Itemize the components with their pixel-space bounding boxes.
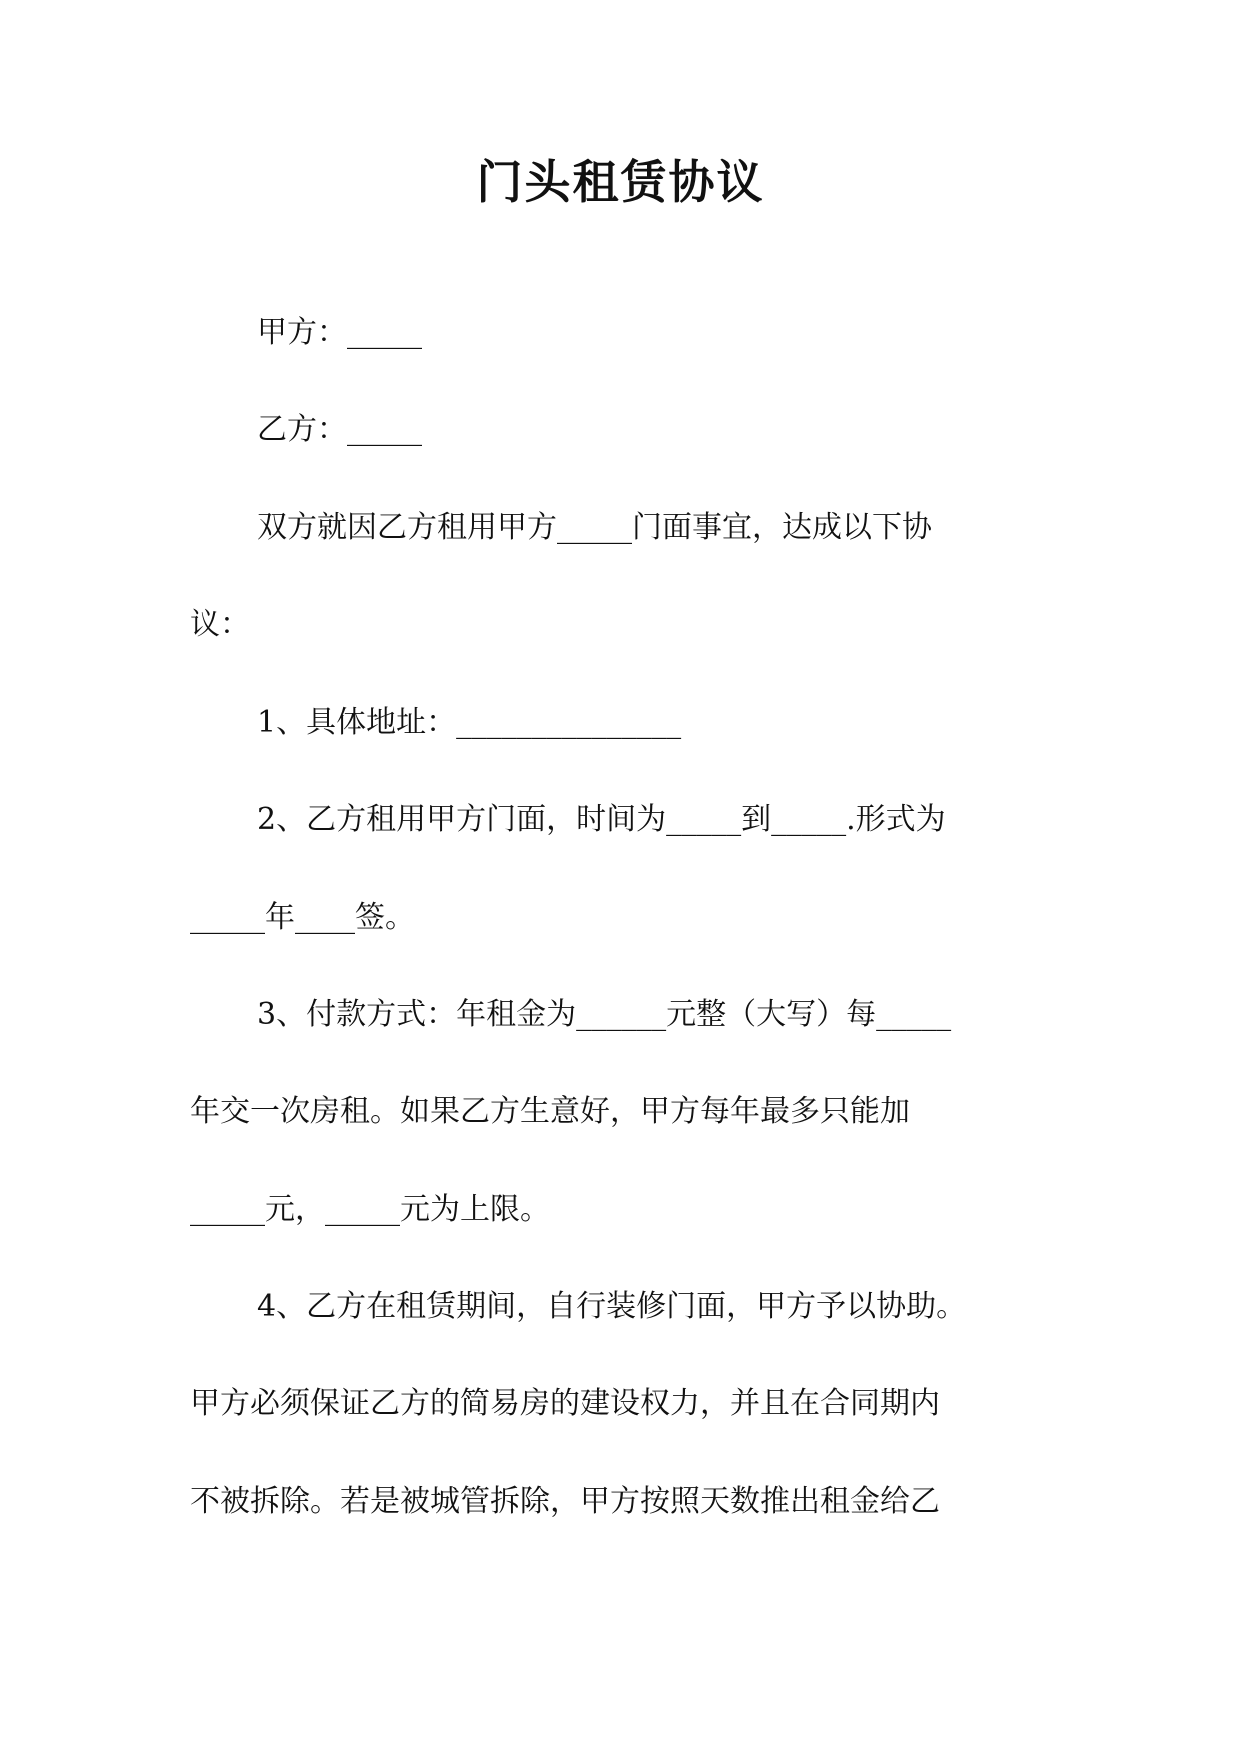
clause-4-line-3: 不被拆除。若是被城管拆除，甲方按照天数推出租金给乙 <box>190 1484 940 1519</box>
clause-3-line-3: _____元，_____元为上限。 <box>190 1192 550 1227</box>
clause-2-line-1: 2、乙方租用甲方门面，时间为_____到_____.形式为 <box>257 802 946 837</box>
clause-4-line-2: 甲方必须保证乙方的简易房的建设权力，并且在合同期内 <box>190 1386 940 1421</box>
clause-2-line-2: _____年____签。 <box>190 900 415 935</box>
document-title: 门头租赁协议 <box>476 155 765 209</box>
preamble-line-1: 双方就因乙方租用甲方_____门面事宜，达成以下协 <box>257 510 932 545</box>
preamble-line-2: 议： <box>190 607 250 642</box>
clause-3-line-2: 年交一次房租。如果乙方生意好，甲方每年最多只能加 <box>190 1094 910 1129</box>
clause-3-line-1: 3、付款方式：年租金为______元整（大写）每_____ <box>257 997 952 1032</box>
party-b-line: 乙方：_____ <box>257 412 422 447</box>
party-a-line: 甲方：_____ <box>257 315 422 350</box>
clause-1-line-1: 1、具体地址：_______________ <box>257 705 682 740</box>
clause-4-line-1: 4、乙方在租赁期间，自行装修门面，甲方予以协助。 <box>257 1289 967 1324</box>
